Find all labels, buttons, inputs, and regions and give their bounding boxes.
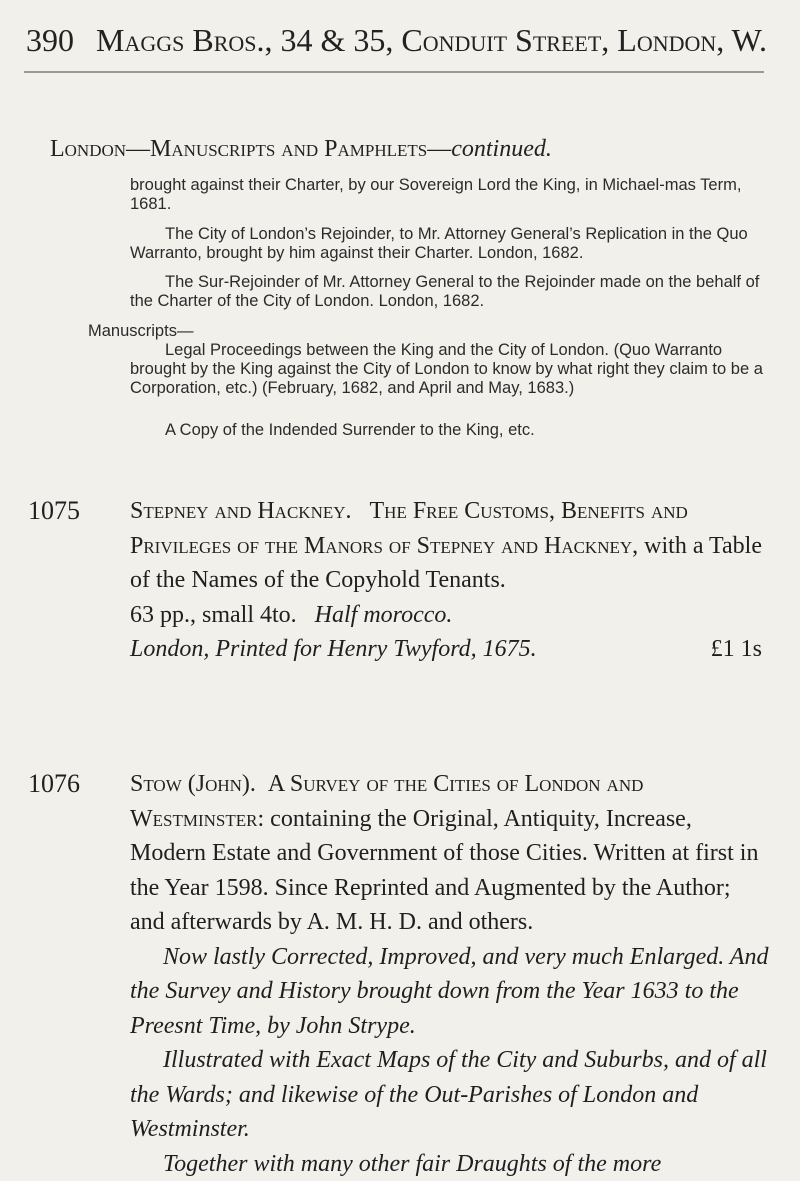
lot-number: 1076	[28, 767, 80, 802]
lot-entry-1075	[130, 494, 770, 667]
entry-continuation-text: brought against their Charter, by our Sovereign Lord the King, in Michael-mas Term, 1681.	[130, 176, 765, 214]
manuscripts-label: Manuscripts—	[88, 322, 758, 341]
header-rule	[24, 71, 764, 73]
sur-rejoinder-item: The Sur-Rejoinder of Mr. Attorney General to the Rejoinder made on the behalf of the Charter of the City of London. London, 1682.	[130, 273, 765, 311]
lot-description-draughts: Together with many other fair Draughts of the more	[130, 1147, 770, 1181]
lot-description-corrected: Now lastly Corrected, Improved, and very much Enlarged. And the Survey and History brought down from the Year 1633 to the Preesnt Time, by John Strype.	[130, 940, 770, 1044]
lot-description-illustrated: Illustrated with Exact Maps of the City and Suburbs, and of all the Wards; and likewise of the Out-Parishes of London and Westminster.	[130, 1043, 770, 1147]
lot-imprint: London, Printed for Henry Twyford, 1675.	[130, 636, 537, 662]
lot-heading: Stepney and Hackney.	[130, 498, 352, 524]
publisher-title: Maggs Bros., 34 & 35, Conduit Street, London, W.	[96, 22, 767, 59]
lot-title-smallcaps: A Survey of the Cities of London and Westminster:	[130, 771, 643, 832]
lot-title-rest: with a Table of the Names of the Copyhold Tenants.	[130, 533, 762, 594]
lot-title-rest: containing the Original, Antiquity, Increase, Modern Estate and Government of those Cities. Written at first in the Year 1598. Since Reprinted and Augmented by the Author; and afterwards by A. M. H. D. and others.	[130, 806, 758, 936]
surrender-copy-item: A Copy of the Indended Surrender to the King, etc.	[130, 421, 765, 440]
lot-title	[130, 767, 770, 940]
lot-title	[130, 494, 770, 598]
legal-proceedings-item: Legal Proceedings between the King and the City of London. (Quo Warranto brought by the King against the City of London to know by what right they claim to be a Corporation, etc.) (February, 1682, and April and May, 1683.)	[130, 341, 765, 398]
lot-entry-1076	[130, 767, 770, 1181]
section-heading-text: London—Manuscripts and Pamphlets—	[50, 136, 451, 162]
page-number: 390	[26, 22, 74, 59]
lot-binding: Half morocco.	[315, 602, 453, 628]
lot-format: 63 pp., small 4to.	[130, 602, 297, 628]
lot-price: £1 1s	[711, 632, 762, 667]
lot-title-smallcaps: The Free Customs, Benefits and Privileges of the Manors of Stepney and Hackney,	[130, 498, 688, 559]
section-heading	[50, 136, 770, 163]
rejoinder-item: The City of London’s Rejoinder, to Mr. Attorney General’s Replication in the Quo Warranto, brought by him against their Charter. London, 1682.	[130, 225, 765, 263]
section-continued: continued.	[451, 136, 552, 162]
lot-heading: Stow (John).	[130, 771, 256, 797]
lot-format-line	[130, 598, 770, 633]
lot-imprint-row	[130, 632, 770, 667]
lot-number: 1075	[28, 494, 80, 529]
page-header	[26, 22, 766, 72]
